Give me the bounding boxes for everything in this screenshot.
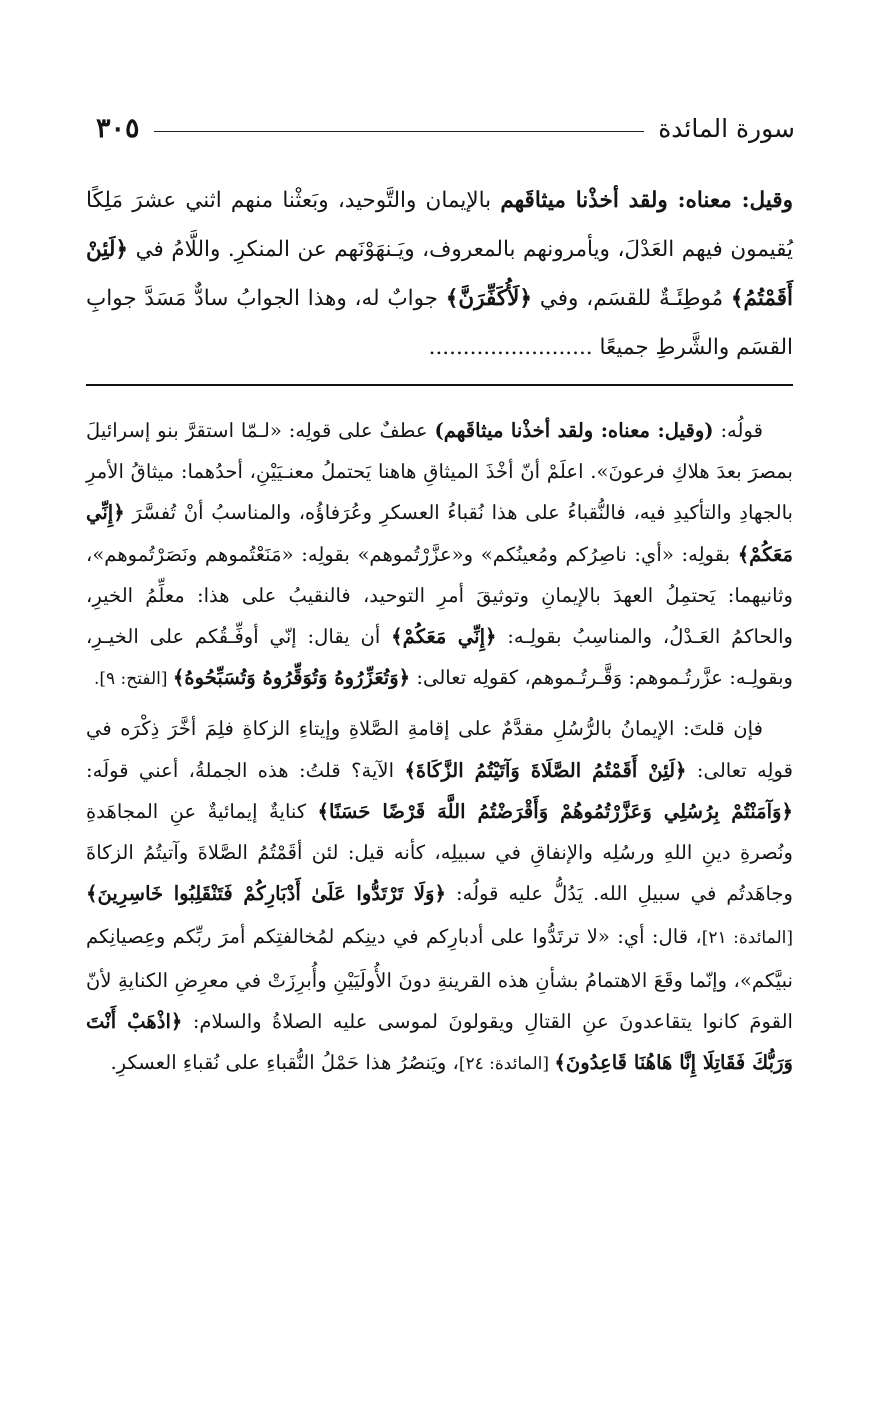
verse-reference: [المائدة: ٢٤] xyxy=(458,1054,555,1075)
verse-reference: [الفتح: ٩]. xyxy=(93,669,173,690)
page-number: ٣٠٥ xyxy=(96,112,140,144)
main-text-segment: بالإيمان والتَّوحيد، وبَعثْنا منهم اثني عشرَ مَلِكًا يُقيمون فيهم العَدْلَ، ويأمرونهم بالمعروف، ويَـنهَوْنَهم عن المنكرِ. واللَّامُ في xyxy=(86,188,793,262)
continuation-dots: ........................ xyxy=(428,335,593,360)
commentary-segment: قولُه: xyxy=(713,419,764,442)
quran-quote: ﴿لَئِنْ أَقَمْتُمُ﴾ xyxy=(86,237,793,311)
main-text-segment: مُوطِئَـةٌ للقسَم، وفي xyxy=(532,286,731,311)
quran-quote: ﴿وَلَا تَرْتَدُّوا عَلَىٰ أَدْبَارِكُمْ فَتَنْقَلِبُوا خَاسِرِينَ﴾ xyxy=(86,882,446,906)
quran-quote: ﴿لَئِنْ أَقَمْتُمُ الصَّلَاةَ وَآتَيْتُمُ الزَّكَاةَ﴾ xyxy=(404,758,687,782)
quran-quote: ﴿إِنِّي مَعَكُمْ﴾ xyxy=(86,501,793,566)
quran-quote: ﴿وَآمَنْتُمْ بِرُسُلِي وَعَزَّرْتُمُوهُمْ وَأَقْرَضْتُمُ اللَّهَ قَرْضًا حَسَنًا﴾ xyxy=(317,799,793,823)
commentary-segment: بقولِه: «أي: ناصِرُكم ومُعينُكم» و«عزَّرْتُموهم» بقولِه: «مَنَعْتُموهم ونَصَرْتُموهم»، وثانيهما: يَحتمِلُ العهدَ بالإيمانِ وتوثيقَ أمرِ التوحيد، فالنقيبُ على هذا: معلِّمُ الخيرِ، والحاكمُ العَـدْلُ، والمناسِبُ بقولِـه: xyxy=(86,542,794,649)
main-text-segment: جوابٌ له، وهذا الجوابُ سادٌّ مَسَدَّ جوابِ القسَم والشَّرطِ جميعًا xyxy=(86,286,793,360)
quran-quote: ﴿اذْهَبْ أَنْتَ وَرَبُّكَ فَقَاتِلَا إِنَّا هَاهُنَا قَاعِدُونَ﴾ xyxy=(86,1009,793,1075)
commentary-paragraph xyxy=(86,410,793,700)
commentary-segment: كنايةٌ إيمائيةٌ عنِ المجاهَدةِ ونُصرةِ دينِ اللهِ ورسُلِه والإنفاقِ في سبيلِه، كأنه قيل: لئن أقَمْتُمُ الصَّلاةَ وآتيتُمُ الزكاةَ وجاهَدتُم في سبيلِ الله. يَدُلُّ عليه قولُه: xyxy=(86,799,793,906)
quran-quote: ﴿لَأُكَفِّرَنَّ﴾ xyxy=(445,286,533,311)
commentary-paragraph xyxy=(86,708,793,1085)
commentary-segment: الآية؟ قلتُ: هذه الجملةُ، أعني قولَه: xyxy=(86,758,405,782)
commentary-segment: أن يقال: إنّي أوفِّـقُكم على الخيـرِ، وبقولِـه: عزَّرتُـموهم: وَقَّـرتُـموهم، كقولِه تعالى: xyxy=(86,625,793,690)
running-header xyxy=(96,108,795,148)
commentary-separator xyxy=(86,384,793,386)
quran-quote: ﴿وَتُعَزِّرُوهُ وَتُوَقِّرُوهُ وَتُسَبِّحُوهُ﴾ xyxy=(172,666,411,690)
commentary-segment: ، ويَنصُرُ هذا حَمْلُ النُّقباءِ على نُقباءِ العسكرِ. xyxy=(110,1051,459,1075)
header-rule xyxy=(154,131,645,132)
main-paragraph xyxy=(86,176,793,372)
main-text-block xyxy=(86,176,793,372)
main-lead-phrase: وقيل: معناه: ولقد أخذْنا ميثاقَهم xyxy=(500,188,793,213)
commentary-segment: فإن قلتَ: الإيمانُ بالرُّسُلِ مقدَّمٌ على إقامةِ الصَّلاةِ وإيتاءِ الزكاةِ فلِمَ أخَّرَ ذِكْرَه في قولِه تعالى: xyxy=(86,717,794,782)
verse-reference: [المائدة: ٢١] xyxy=(701,928,793,949)
commentary-segment: ، قال: أي: «لا ترتَدُّوا على أدبارِكم في دينِكم لمُخالفتِكم أمرَ ربِّكم وعِصيانِكم نبيَّكم»، وإنّما وقَعَ الاهتمامُ بشأنِ هذه القرينةِ دونَ الأُولَيَيْنِ وأُبرِزَتْ في معرِضِ الكنايةِ لأنّ القومَ كانوا يتقاعدونَ عنِ القتالِ ويقولونَ لموسى عليه الصلاةُ والسلام: xyxy=(86,925,794,1033)
commentary-block xyxy=(86,410,793,1085)
commentary-segment: عطفٌ على قولِه: «لـمّا استقرَّ بنو إسرائيلَ بمصرَ بعدَ هلاكِ فرعونَ». اعلَمْ أنّ أخْذَ الميثاقِ هاهنا يَحتملُ معنـيَيْنِ، أحدُهما: ميثاقُ الأمرِ بالجهادِ والتأكيدِ فيه، فالنُّقباءُ على هذا نُقباءُ العسكرِ وعُرَفاؤُه، والمناسبُ أنْ تُفسَّرَ xyxy=(86,419,793,525)
surah-title: سورة المائدة xyxy=(658,113,795,143)
quoted-heading: (وقيل: معناه: ولقد أخذْنا ميثاقَهم) xyxy=(434,419,714,442)
quran-quote: ﴿إِنِّي مَعَكُمْ﴾ xyxy=(391,625,497,649)
